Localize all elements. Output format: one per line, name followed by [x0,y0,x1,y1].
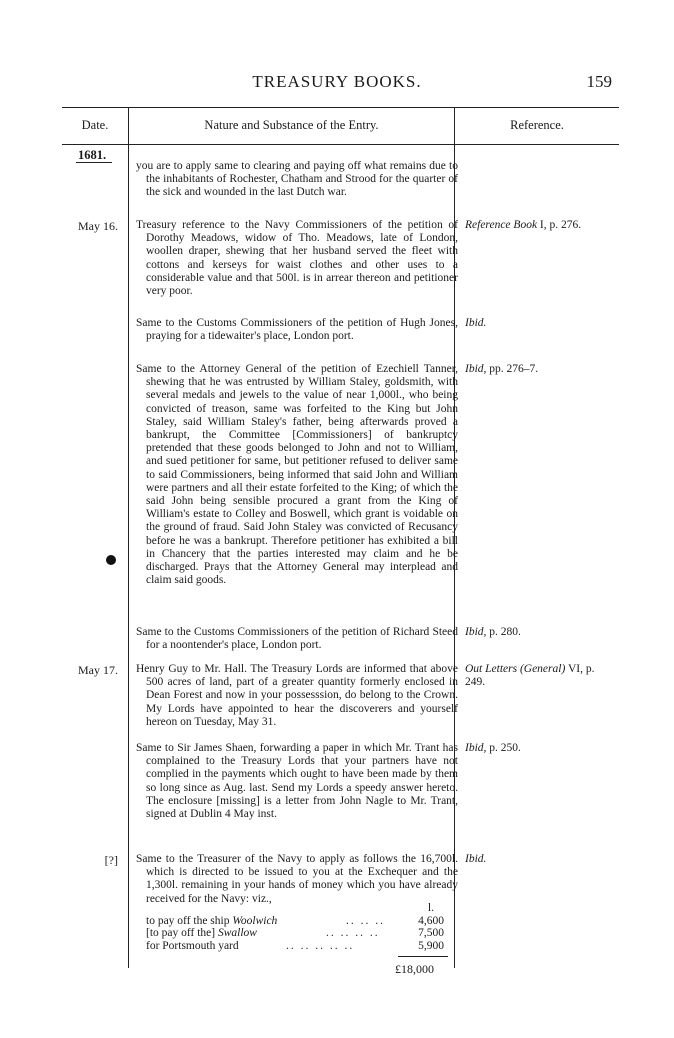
ledger-amount: 5,900 [418,939,444,952]
ledger-unit-row [136,902,448,915]
total-rule [398,956,448,957]
column-date: Date. [81,118,109,132]
running-title: TREASURY BOOKS. [252,72,422,91]
ledger-table [136,902,448,952]
entry-text: you are to apply same to clearing and paying off what remains due to the inhabitants of Rochester, Chatham and Strood for the quarter of the sick and wounded in the last Dutch war. [136,160,458,199]
entry-reference: Ibid, pp. 276–7. [465,363,539,375]
entry-reference: Ibid. [465,853,487,865]
ledger-total: £18,000 [395,962,434,976]
year-label: 1681. [78,148,107,162]
column-reference: Reference. [510,118,564,132]
ledger-row: for Portsmouth yard .. .. .. .. .. 5,900 [146,939,444,952]
divider-date [128,108,129,968]
ledger-amount: 4,600 [418,914,444,927]
entry-reference: Ibid. [465,317,487,329]
entry-text: Treasury reference to the Navy Commissioners of the petition of Dorothy Meadows, widow of Tho. Meadows, late of London, woollen draper, shewing that her husband served the fleet with cottons and kerseys for waist clothes and other uses to a considerable value and that 500l. is in arrear thereon and petitioner very poor. [136,219,458,298]
entry-text: Same to Sir James Shaen, forwarding a paper in which Mr. Trant has complained to the Treasury Lords that your partners have not complied in the payments which ought to have been made by them so long since as Aug. last. Send my Lords a speedy answer hereto. The enclosure [missing] is a letter from John Nagle to Mr. Trant, signed at Dublin 4 May inst. [136,742,458,821]
column-nature: Nature and Substance of the Entry. [204,118,379,132]
entry-text: Henry Guy to Mr. Hall. The Treasury Lords are informed that above 500 acres of land, part of a greater quantity formerly enclosed in Dean Forest and now in your possesssion, do belong to the Crown. My Lords have appointed to hear the discoverers and yourself hereon on Tuesday, May 31. [136,663,458,728]
ledger-amount: 7,500 [418,927,444,939]
ledger-unit: l. [427,902,434,914]
entry-reference: Out Letters (General) VI, p. 249. [465,663,595,689]
entry-reference: Ibid, p. 250. [465,742,521,754]
entry-text: Same to the Customs Commissioners of the petition of Richard Steed for a noontender's place, London port. [136,626,458,652]
top-rule [62,107,619,108]
entry-text: Same to the Attorney General of the petition of Ezechiell Tanner, shewing that he was entrusted by William Staley, goldsmith, with several medals and jewels to the value of near 1,000l., who being convicted of treason, same was forfeited to the King but John Staley, said William Staley's father, being afterwards proved a bankrupt, the Committee [Commissioners] of bankruptcy pretended that these goods belonged to John and not to William, and sued petitioner for same, but petitioner refused to deliver same to said Commissioners, being informed that said John and William were partners and all their estate forfeited to the King; of which the said John being sensible procured a grant from the King of William's estate to Colley and Boswell, which grant is voidable on the ground of fraud. Said John Staley was convicted of Recusancy before he was a bankrupt. Therefore petitioner has exhibited a bill in Chancery that the parties interested may claim and he be discharged. Prays that the Attorney General may interplead and claim said goods. [136,363,458,587]
ledger-row: to pay off the ship Woolwich .. .. .. 4,600 [146,914,444,927]
entry-text: Same to the Customs Commissioners of the petition of Hugh Jones, praying for a tidewaiter's place, London port. [136,317,458,343]
entry-date: [?] [104,853,118,867]
entry-reference: Reference Book I, p. 276. [465,219,582,231]
entry-reference: Ibid, p. 280. [465,626,521,638]
ink-blot-mark [106,555,116,565]
entry-date: May 17. [78,663,118,677]
entry-text: Same to the Treasurer of the Navy to apply as follows the 16,700l. which is directed to be issued to you at the Exchequer and the 1,300l. remaining in your hands of money which you have already received for the Navy: viz., [136,853,458,905]
ledger-row: [to pay off the] Swallow .. .. .. .. 7,500 [146,927,444,939]
header-rule [62,144,619,145]
entry-date: May 16. [78,219,118,233]
page-number: 159 [586,72,612,91]
